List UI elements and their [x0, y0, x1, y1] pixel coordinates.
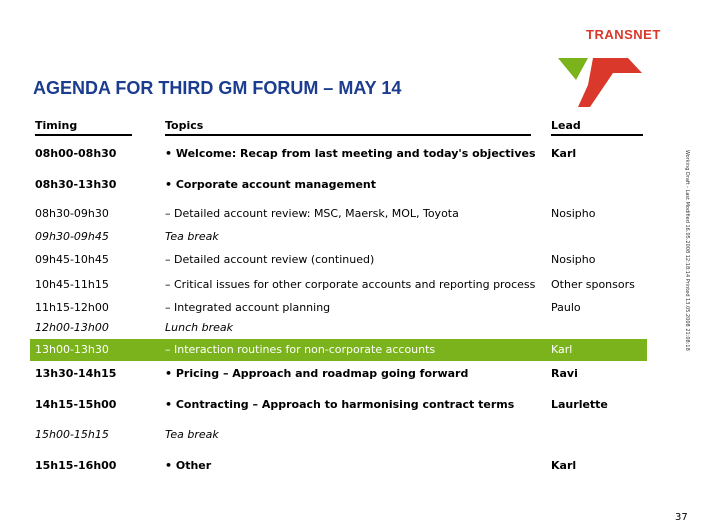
agenda-time: 09h45-10h45: [35, 253, 109, 266]
agenda-time: 13h30-14h15: [35, 367, 117, 380]
agenda-row: [30, 174, 647, 196]
agenda-row: [30, 226, 647, 248]
agenda-topic: Tea break: [165, 428, 219, 441]
agenda-row: [30, 297, 647, 319]
agenda-topic: Tea break: [165, 230, 219, 243]
agenda-lead: Nosipho: [551, 207, 596, 220]
agenda-lead: Karl: [551, 459, 577, 472]
header-topics: Topics: [165, 119, 204, 132]
agenda-lead: Ravi: [551, 367, 578, 380]
agenda-topic: – Detailed account review: MSC, Maersk, MOL, Toyota: [165, 207, 459, 220]
agenda-topic: Lunch break: [165, 321, 233, 334]
agenda-time: 14h15-15h00: [35, 398, 117, 411]
divider: [165, 134, 531, 136]
agenda-lead: Karl: [551, 343, 573, 356]
brand-wordmark: TRANSNET: [586, 27, 661, 42]
agenda-row: [30, 317, 647, 339]
agenda-topic: – Critical issues for other corporate accounts and reporting process: [165, 278, 536, 291]
agenda-topic: • Welcome: Recap from last meeting and today's objectives: [165, 147, 536, 160]
agenda-lead: Laurlette: [551, 398, 608, 411]
page-title: AGENDA FOR THIRD GM FORUM – MAY 14: [33, 78, 402, 98]
agenda-topic: – Interaction routines for non-corporate accounts: [165, 343, 436, 356]
divider: [551, 134, 643, 136]
agenda-lead: Other sponsors: [551, 278, 635, 291]
agenda-topic: • Pricing – Approach and roadmap going forward: [165, 367, 469, 380]
agenda-lead: Paulo: [551, 301, 581, 314]
agenda-time: 08h30-13h30: [35, 178, 117, 191]
agenda-time: 08h30-09h30: [35, 207, 109, 220]
agenda-topic: – Integrated account planning: [165, 301, 331, 314]
transnet-logo-icon: [558, 55, 658, 110]
agenda-row: [30, 394, 647, 416]
agenda-row: [30, 249, 647, 271]
agenda-topic: • Other: [165, 459, 212, 472]
agenda-time: 12h00-13h00: [35, 321, 109, 334]
agenda-lead: Karl: [551, 147, 577, 160]
agenda-row: [30, 363, 647, 385]
agenda-topic: • Corporate account management: [165, 178, 376, 191]
agenda-topic: – Detailed account review (continued): [165, 253, 375, 266]
agenda-topic: • Contracting – Approach to harmonising contract terms: [165, 398, 515, 411]
agenda-row: [30, 339, 647, 361]
divider: [35, 134, 132, 136]
agenda-time: 11h15-12h00: [35, 301, 109, 314]
document-status-note: Working Draft - Last Modified 16.05.2008 12:18:14 Printed 13.05.2008 21:08:18: [684, 150, 690, 351]
agenda-row: [30, 203, 647, 225]
agenda-lead: Nosipho: [551, 253, 596, 266]
agenda-time: 09h30-09h45: [35, 230, 109, 243]
agenda-time: 15h00-15h15: [35, 428, 109, 441]
agenda-time: 13h00-13h30: [35, 343, 109, 356]
agenda-row: [30, 143, 647, 165]
agenda-row: [30, 455, 647, 477]
page-number: 37: [675, 512, 688, 523]
agenda-row: [30, 424, 647, 446]
agenda-time: 15h15-16h00: [35, 459, 117, 472]
agenda-time: 08h00-08h30: [35, 147, 117, 160]
header-lead: Lead: [551, 119, 581, 132]
header-timing: Timing: [35, 119, 78, 132]
agenda-time: 10h45-11h15: [35, 278, 109, 291]
agenda-row: [30, 274, 647, 296]
